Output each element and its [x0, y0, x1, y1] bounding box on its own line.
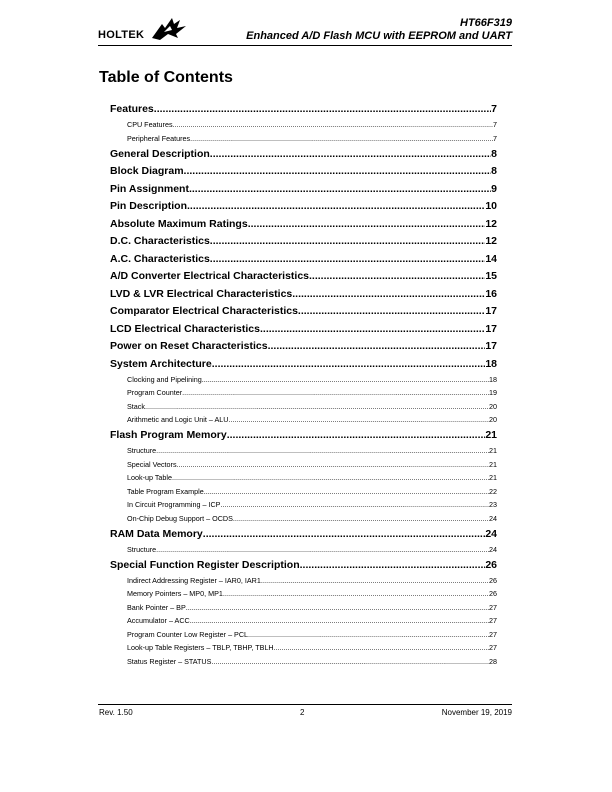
toc-leader-dots [189, 181, 491, 198]
toc-subsection-entry[interactable] [110, 373, 497, 387]
toc-leader-dots [187, 198, 485, 215]
toc-leader-dots [172, 471, 489, 485]
footer-page-number: 2 [300, 708, 305, 717]
toc-entry-page: 12 [485, 235, 497, 247]
toc-section-entry[interactable] [110, 101, 497, 118]
toc-leader-dots [184, 163, 492, 180]
toc-leader-dots [177, 458, 489, 472]
toc-entry-title: RAM Data Memory [110, 527, 203, 540]
toc-subsection-entry[interactable] [110, 574, 497, 588]
toc-section-entry[interactable] [110, 268, 497, 285]
toc-leader-dots [156, 543, 489, 557]
toc-entry-title: Program Counter [127, 388, 183, 397]
toc-entry-title: Features [110, 103, 154, 115]
toc-entry-title: In Circuit Programming – ICP [127, 500, 221, 509]
toc-entry-title: General Description [110, 147, 210, 160]
toc-subsection-entry[interactable] [110, 400, 497, 414]
toc-entry-title: Look-up Table [127, 473, 173, 482]
holtek-bird-icon [150, 16, 188, 42]
toc-section-entry[interactable] [110, 427, 497, 444]
toc-entry-page: 18 [485, 357, 497, 370]
toc-leader-dots [204, 485, 489, 499]
toc-leader-dots [211, 655, 489, 669]
toc-entry-title: Bank Pointer – BP [127, 602, 186, 612]
toc-entry-page: 9 [491, 182, 497, 195]
toc-leader-dots [154, 101, 491, 118]
toc-section-entry[interactable] [110, 338, 497, 355]
toc-entry-page: 15 [485, 270, 497, 282]
toc-leader-dots [300, 557, 486, 574]
toc-section-entry[interactable] [110, 321, 497, 338]
toc-leader-dots [190, 614, 489, 628]
toc-entry-page: 17 [485, 322, 497, 335]
toc-entry-page: 7 [493, 120, 497, 129]
toc-leader-dots [292, 286, 485, 303]
page-title: Table of Contents [99, 69, 233, 86]
toc-entry-title: On-Chip Debug Support – OCDS [127, 513, 233, 523]
toc-section-entry[interactable] [110, 163, 497, 180]
toc-entry-title: Comparator Electrical Characteristics [110, 305, 298, 317]
toc-subsection-entry[interactable] [110, 587, 497, 601]
toc-entry-page: 27 [489, 616, 497, 625]
toc-entry-page: 21 [489, 446, 497, 455]
toc-entry-page: 7 [491, 103, 497, 115]
toc-entry-page: 27 [489, 629, 497, 639]
toc-leader-dots [202, 373, 489, 387]
toc-section-entry[interactable] [110, 233, 497, 250]
toc-leader-dots [210, 251, 486, 268]
toc-leader-dots [260, 321, 485, 338]
toc-leader-dots [212, 356, 486, 373]
toc-subsection-entry[interactable] [110, 641, 497, 655]
part-number: HT66F319 [460, 17, 512, 29]
toc-subsection-entry[interactable] [110, 485, 497, 499]
toc-entry-page: 16 [485, 287, 497, 300]
toc-leader-dots [182, 386, 489, 400]
toc-entry-title: D.C. Characteristics [110, 235, 210, 247]
toc-entry-title: Memory Pointers – MP0, MP1 [127, 589, 223, 598]
toc-section-entry[interactable] [110, 303, 497, 320]
toc-subsection-entry[interactable] [110, 118, 497, 132]
toc-entry-page: 22 [489, 486, 497, 496]
toc-leader-dots [298, 303, 485, 320]
toc-entry-page: 24 [489, 544, 497, 554]
toc-subsection-entry[interactable] [110, 444, 497, 458]
footer-date: November 19, 2019 [441, 708, 512, 717]
toc-entry-title: A/D Converter Electrical Characteristics [110, 270, 310, 282]
toc-leader-dots [274, 641, 489, 655]
toc-entry-title: Stack [127, 401, 145, 411]
toc-entry-title: Structure [127, 544, 157, 554]
toc-subsection-entry[interactable] [110, 614, 497, 628]
toc-subsection-entry[interactable] [110, 655, 497, 669]
toc-entry-title: LVD & LVR Electrical Characteristics [110, 287, 293, 300]
toc-leader-dots [190, 132, 493, 146]
toc-subsection-entry[interactable] [110, 386, 497, 400]
toc-entry-title: CPU Features [127, 120, 173, 129]
toc-entry-page: 21 [489, 459, 497, 469]
holtek-logo [98, 16, 188, 42]
toc-entry-page: 8 [491, 147, 497, 160]
toc-entry-title: Peripheral Features [127, 133, 191, 143]
toc-subsection-entry[interactable] [110, 458, 497, 472]
toc-leader-dots [223, 587, 489, 601]
toc-entry-page: 26 [485, 558, 497, 571]
toc-leader-dots [220, 498, 489, 512]
toc-leader-dots [248, 628, 489, 642]
table-of-contents [110, 101, 497, 668]
toc-entry-page: 17 [485, 340, 497, 352]
toc-leader-dots [145, 400, 489, 414]
document-subtitle: Enhanced A/D Flash MCU with EEPROM and UART [246, 30, 512, 42]
toc-entry-title: Block Diagram [110, 165, 184, 177]
toc-leader-dots [210, 146, 491, 163]
toc-entry-page: 21 [489, 473, 497, 482]
toc-entry-title: Special Vectors [127, 459, 177, 469]
toc-entry-title: Structure [127, 446, 157, 455]
toc-entry-page: 27 [489, 602, 497, 612]
toc-entry-page: 20 [489, 401, 497, 411]
toc-section-entry[interactable] [110, 198, 497, 215]
toc-entry-title: Absolute Maximum Ratings [110, 217, 248, 230]
toc-entry-page: 23 [489, 500, 497, 509]
toc-entry-title: Status Register – STATUS [127, 656, 212, 666]
toc-entry-title: Program Counter Low Register – PCL [127, 629, 249, 639]
toc-subsection-entry[interactable] [110, 498, 497, 512]
footer-divider [98, 704, 512, 705]
toc-entry-title: Power on Reset Characteristics [110, 340, 268, 352]
toc-section-entry[interactable] [110, 181, 497, 198]
toc-leader-dots [156, 444, 489, 458]
toc-entry-page: 10 [485, 200, 497, 212]
toc-leader-dots [227, 427, 486, 444]
toc-entry-title: Arithmetic and Logic Unit – ALU [127, 415, 229, 424]
toc-entry-page: 20 [489, 415, 497, 424]
toc-leader-dots [268, 338, 486, 355]
toc-section-entry[interactable] [110, 146, 497, 163]
toc-subsection-entry[interactable] [110, 628, 497, 642]
toc-entry-page: 27 [489, 643, 497, 652]
toc-leader-dots [173, 118, 493, 132]
toc-entry-page: 17 [485, 305, 497, 317]
toc-leader-dots [233, 512, 489, 526]
toc-entry-title: Special Function Register Description [110, 558, 300, 571]
toc-entry-title: Table Program Example [127, 486, 204, 496]
toc-section-entry[interactable] [110, 356, 497, 373]
header-divider [98, 45, 512, 46]
toc-entry-title: LCD Electrical Characteristics [110, 322, 260, 335]
toc-subsection-entry[interactable] [110, 132, 497, 146]
toc-leader-dots [248, 216, 486, 233]
toc-section-entry[interactable] [110, 251, 497, 268]
toc-entry-title: Indirect Addressing Register – IAR0, IAR1 [127, 575, 261, 585]
toc-entry-title: Flash Program Memory [110, 429, 227, 441]
toc-entry-page: 21 [485, 429, 497, 441]
toc-entry-page: 26 [489, 575, 497, 585]
toc-subsection-entry[interactable] [110, 601, 497, 615]
logo-wordmark: HOLTEK [98, 29, 145, 41]
toc-leader-dots [186, 601, 489, 615]
toc-section-entry[interactable] [110, 286, 497, 303]
toc-subsection-entry[interactable] [110, 413, 497, 427]
toc-subsection-entry[interactable] [110, 471, 497, 485]
toc-entry-page: 26 [489, 589, 497, 598]
toc-entry-page: 18 [489, 374, 497, 384]
page-header [98, 14, 512, 46]
toc-entry-title: Look-up Table Registers – TBLP, TBHP, TBLH [127, 643, 274, 652]
toc-entry-page: 8 [491, 165, 497, 177]
toc-leader-dots [203, 526, 486, 543]
toc-entry-page: 12 [485, 217, 497, 230]
toc-entry-page: 14 [485, 252, 497, 265]
toc-entry-title: Clocking and Pipelining [127, 374, 202, 384]
toc-entry-title: Pin Description [110, 200, 188, 212]
toc-subsection-entry[interactable] [110, 543, 497, 557]
toc-subsection-entry[interactable] [110, 512, 497, 526]
toc-entry-page: 7 [493, 133, 497, 143]
toc-entry-title: A.C. Characteristics [110, 252, 210, 265]
toc-section-entry[interactable] [110, 526, 497, 543]
toc-entry-page: 28 [489, 656, 497, 666]
footer-revision: Rev. 1.50 [99, 708, 133, 717]
toc-leader-dots [228, 413, 489, 427]
toc-section-entry[interactable] [110, 557, 497, 574]
toc-entry-page: 24 [489, 513, 497, 523]
toc-leader-dots [309, 268, 485, 285]
toc-section-entry[interactable] [110, 216, 497, 233]
toc-entry-page: 19 [489, 388, 497, 397]
toc-leader-dots [261, 574, 489, 588]
toc-entry-title: Pin Assignment [110, 182, 189, 195]
toc-entry-title: Accumulator – ACC [127, 616, 190, 625]
toc-entry-title: System Architecture [110, 357, 212, 370]
toc-entry-page: 24 [485, 527, 497, 540]
toc-leader-dots [210, 233, 486, 250]
